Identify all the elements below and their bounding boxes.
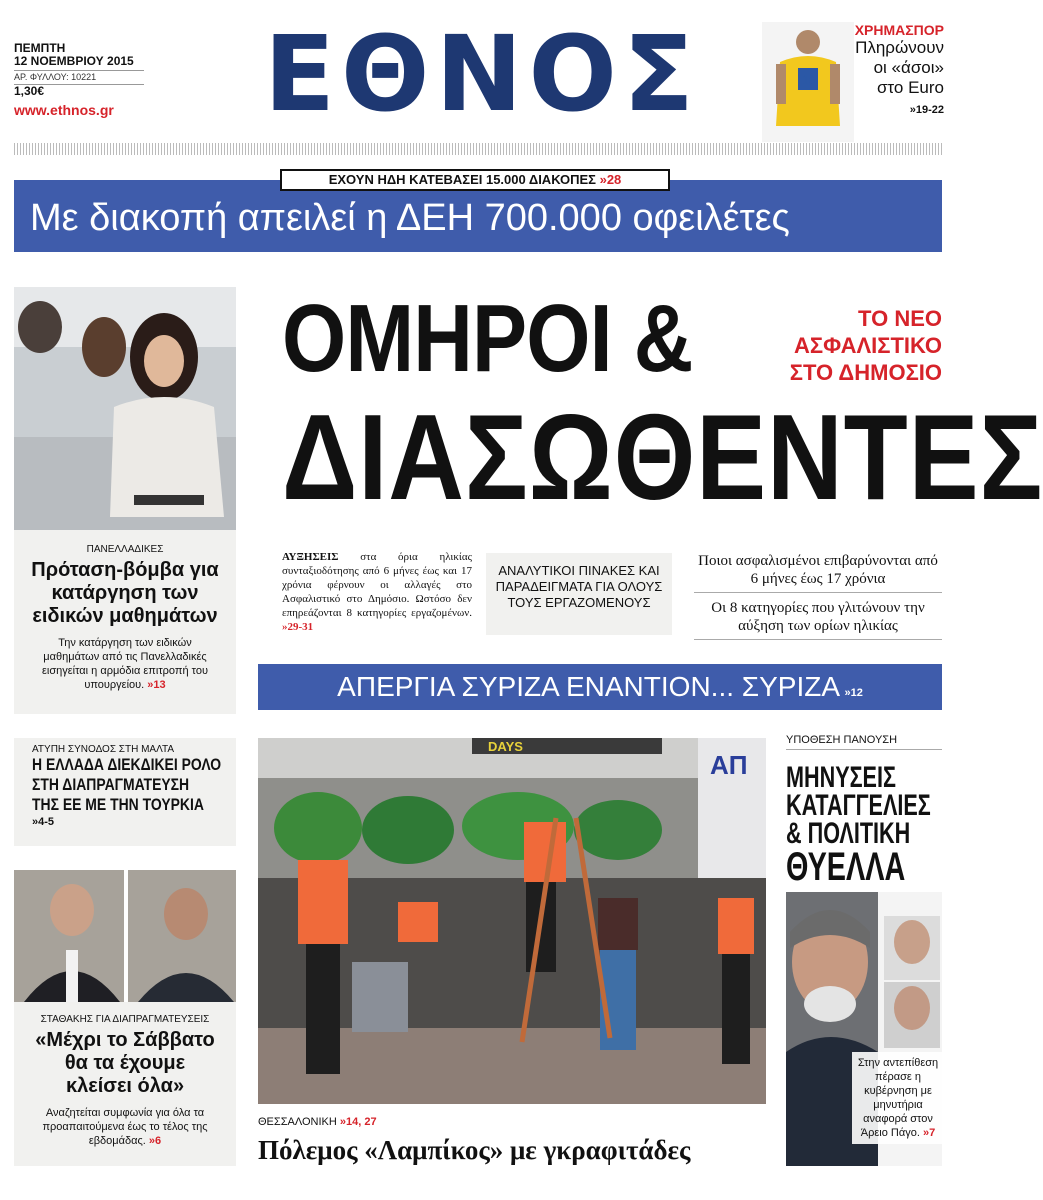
- left-story-1-headline: Πρόταση-βόμβα για κατάργηση των ειδικών μαθημάτων: [31, 559, 219, 627]
- masthead-divider: [14, 143, 942, 155]
- issue-date: 12 ΝΟΕΜΒΡΙΟΥ 2015: [14, 54, 134, 68]
- top-story-kicker-text: ΕΧΟΥΝ ΗΔΗ ΚΑΤΕΒΑΣΕΙ 15.000 ΔΙΑΚΟΠΕΣ: [328, 172, 596, 187]
- right-story-kicker: ΥΠΟΘΕΣΗ ΠΑΝΟΥΣΗ: [786, 734, 942, 750]
- lead-subpoint-1: Ποιοι ασφαλισμένοι επιβαρύνονται από 6 μήνες έως 17 χρόνια: [694, 552, 942, 593]
- right-story-caption-text: Στην αντεπίθεση πέρασε η κυβέρνηση με μηνυτήρια αναφορά στον Άρειο Πάγο.: [857, 1057, 939, 1139]
- issue-price: 1,30€: [14, 84, 45, 98]
- left-story-1-body-text: Την κατάργηση των ειδικών μαθημάτων από τις Πανελλαδικές εισηγείται η αρμόδια επιτροπή του υπουργείου.: [42, 637, 208, 691]
- lead-side-label-line1: ΤΟ ΝΕΟ: [858, 306, 942, 331]
- lead-headline-line1: ΟΜΗΡΟΙ &: [282, 285, 693, 392]
- issue-day: ΠΕΜΠΤΗ: [14, 41, 66, 55]
- right-story-headline-line3: & ΠΟΛΙΤΙΚΗ: [786, 817, 911, 850]
- graffiti-cleaning-photo: [258, 738, 766, 1104]
- right-story-headline-line2: ΚΑΤΑΓΓΕΛΙΕΣ: [786, 789, 931, 822]
- top-story-kicker: [280, 169, 670, 191]
- left-story-2-headline-line1: Η ΕΛΛΑΔΑ ΔΙΕΚΔΙΚΕΙ ΡΟΛΟ: [32, 755, 222, 774]
- left-story-2-kicker: ΑΤΥΠΗ ΣΥΝΟΔΟΣ ΣΤΗ ΜΑΛΤΑ: [32, 744, 175, 755]
- issue-number: ΑΡ. ΦΥΛΛΟΥ: 10221: [14, 70, 144, 85]
- wall-sign-text: DAYS: [488, 739, 523, 754]
- right-story-caption: [852, 1052, 944, 1144]
- left-story-2-headline-line2: ΣΤΗ ΔΙΑΠΡΑΓΜΑΤΕΥΣΗ: [32, 775, 190, 794]
- photo-story-place: ΘΕΣΣΑΛΟΝΙΚΗ: [258, 1116, 337, 1128]
- promo-line1: Πληρώνουν: [855, 38, 944, 57]
- lead-summary: [282, 550, 472, 634]
- politicians-photo: [14, 870, 236, 1002]
- right-story-headline-line4: ΘΥΕΛΛΑ: [786, 845, 906, 889]
- lead-summary-text: στα όρια ηλικίας συνταξιοδότησης από 6 μήνες έως και 17 χρόνια φέρνουν οι αλλαγές στο Ασφαλιστικό στο Δημόσιο. Ωστόσο δεν επηρεάζονται 8 κατηγορίες εργαζομένων.: [282, 551, 473, 619]
- left-story-3-body: [32, 1106, 218, 1148]
- strike-banner[interactable]: [258, 664, 942, 710]
- promo-pages: »19-22: [909, 104, 944, 116]
- promo-teaser[interactable]: [836, 22, 944, 116]
- newspaper-logo: ΕΘΝΟΣ: [264, 13, 700, 135]
- left-story-1-pages: »13: [147, 679, 166, 691]
- svg-text:10: 10: [802, 73, 816, 87]
- lead-summary-kicker: ΑΥΞΗΣΕΙΣ: [282, 551, 339, 563]
- right-story-pages: »7: [922, 1127, 936, 1139]
- left-story-1-body: [32, 636, 218, 692]
- left-story-1[interactable]: [14, 530, 236, 714]
- left-story-3-headline: «Μέχρι το Σάββατο θα τα έχουμε κλείσει όλα»: [35, 1029, 215, 1097]
- promo-kicker: ΧΡΗΜΑΣΠΟΡ: [854, 22, 944, 38]
- lead-summary-pages: »29-31: [282, 621, 314, 633]
- lead-side-label-line2: ΑΣΦΑΛΙΣΤΙΚΟ: [794, 333, 942, 358]
- graffiti-tag-text: ΑΠ: [710, 750, 748, 780]
- lead-subpoint-2: Οι 8 κατηγορίες που γλιτώνουν την αύξηση των ορίων ηλικίας: [694, 599, 942, 640]
- top-story-headline: Με διακοπή απειλεί η ΔΕΗ 700.000 οφειλέτες: [30, 197, 790, 239]
- lead-subpoints: [694, 552, 942, 640]
- photo-story-kicker: [258, 1116, 377, 1128]
- tables-box: ΑΝΑΛΥΤΙΚΟΙ ΠΙΝΑΚΕΣ ΚΑΙ ΠΑΡΑΔΕΙΓΜΑΤΑ ΓΙΑ ΟΛΟΥΣ ΤΟΥΣ ΕΡΓΑΖΟΜΕΝΟΥΣ: [486, 553, 672, 635]
- exam-students-photo: [14, 287, 236, 530]
- website-link[interactable]: www.ethnos.gr: [14, 102, 114, 118]
- top-story-kicker-pages: »28: [599, 172, 622, 187]
- left-story-2[interactable]: [14, 738, 236, 846]
- right-story-headline-line1: ΜΗΝΥΣΕΙΣ: [786, 761, 896, 794]
- left-story-1-kicker: ΠΑΝΕΛΛΑΔΙΚΕΣ: [86, 544, 164, 555]
- lead-side-label: [760, 305, 942, 386]
- date-block: [14, 42, 144, 117]
- left-story-2-pages: »4-5: [32, 816, 55, 828]
- left-story-3-kicker: ΣΤΑΘΑΚΗΣ ΓΙΑ ΔΙΑΠΡΑΓΜΑΤΕΥΣΕΙΣ: [40, 1014, 210, 1025]
- left-story-2-headline-line3: ΤΗΣ ΕΕ ΜΕ ΤΗΝ ΤΟΥΡΚΙΑ: [32, 795, 204, 814]
- promo-line3: στο Euro: [876, 78, 944, 97]
- left-story-3[interactable]: [14, 1002, 236, 1166]
- photo-story-headline[interactable]: Πόλεμος «Λαμπίκος» με γκραφιτάδες: [258, 1135, 691, 1165]
- left-story-3-pages: »6: [148, 1135, 162, 1147]
- lead-headline-line2: ΔΙΑΣΩΘΕΝΤΕΣ: [282, 389, 1043, 525]
- strike-banner-pages: »12: [844, 687, 863, 699]
- strike-banner-text: ΑΠΕΡΓΙΑ ΣΥΡΙΖΑ ΕΝΑΝΤΙΟΝ... ΣΥΡΙΖΑ: [337, 671, 840, 702]
- promo-line2: οι «άσοι»: [873, 58, 944, 77]
- lead-side-label-line3: ΣΤΟ ΔΗΜΟΣΙΟ: [789, 360, 942, 385]
- right-story[interactable]: [786, 734, 942, 889]
- left-story-3-body-text: Αναζητείται συμφωνία για όλα τα προαπαιτούμενα έως το τέλος της εβδομάδας.: [42, 1107, 208, 1147]
- photo-story-pages: »14, 27: [339, 1116, 377, 1128]
